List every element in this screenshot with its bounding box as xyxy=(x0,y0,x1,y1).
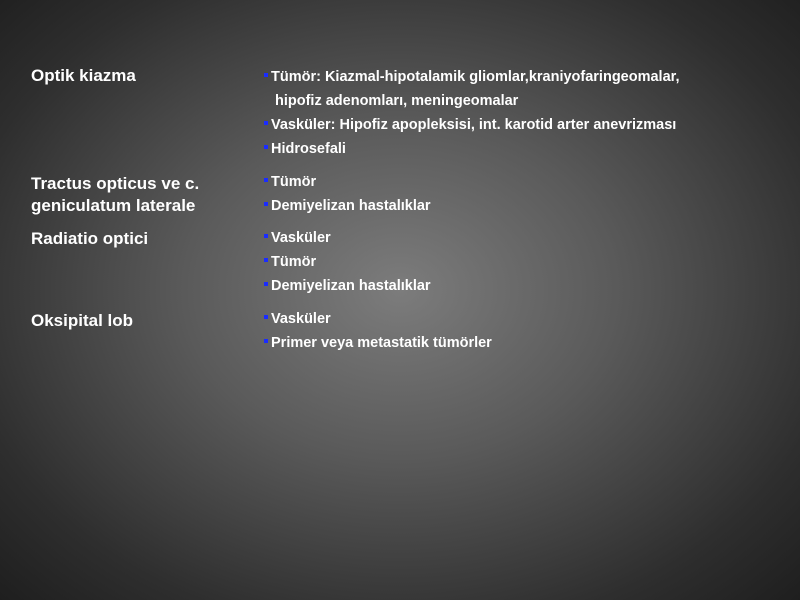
list-item xyxy=(264,274,784,298)
cause-list xyxy=(264,226,784,298)
bullet-icon xyxy=(264,315,268,319)
list-item xyxy=(264,137,784,161)
bullet-icon xyxy=(264,202,268,206)
list-item-text: Demiyelizan hastalıklar xyxy=(271,278,431,294)
row-label: Optik kiazma xyxy=(31,66,136,85)
list-item-text: Hidrosefali xyxy=(271,141,346,157)
cause-list xyxy=(264,307,784,355)
list-item-text: Tümör xyxy=(271,254,317,270)
row-label: Radiatio optici xyxy=(31,229,149,248)
bullet-icon xyxy=(264,282,268,286)
bullet-icon xyxy=(264,258,268,262)
list-item xyxy=(264,65,784,113)
cause-list xyxy=(264,65,784,161)
list-item-text: Vasküler xyxy=(271,230,331,246)
list-item xyxy=(264,170,784,194)
bullet-icon xyxy=(264,145,268,149)
row-label: Tractus opticus ve c. geniculatum laterale xyxy=(31,174,200,215)
bullet-icon xyxy=(264,121,268,125)
list-item xyxy=(264,250,784,274)
list-item-text: Demiyelizan hastalıklar xyxy=(271,198,431,214)
list-item xyxy=(264,307,784,331)
list-item xyxy=(264,226,784,250)
list-item-text: Vasküler: Hipofiz apopleksisi, int. karotid arter anevrizması xyxy=(271,117,677,133)
row-label: Oksipital lob xyxy=(31,311,134,330)
bullet-icon xyxy=(264,73,268,77)
bullet-icon xyxy=(264,339,268,343)
list-item-text: Tümör: Kiazmal-hipotalamik gliomlar,kraniyofaringeomalar, xyxy=(271,69,680,85)
list-item xyxy=(264,194,784,218)
list-item-text: Tümör xyxy=(271,174,317,190)
bullet-icon xyxy=(264,234,268,238)
bullet-icon xyxy=(264,178,268,182)
list-item xyxy=(264,331,784,355)
list-item xyxy=(264,113,784,137)
list-item-text: Primer veya metastatik tümörler xyxy=(271,335,492,351)
cause-list xyxy=(264,170,784,218)
list-item-continuation: hipofiz adenomları, meningeomalar xyxy=(275,93,519,109)
list-item-text: Vasküler xyxy=(271,311,331,327)
